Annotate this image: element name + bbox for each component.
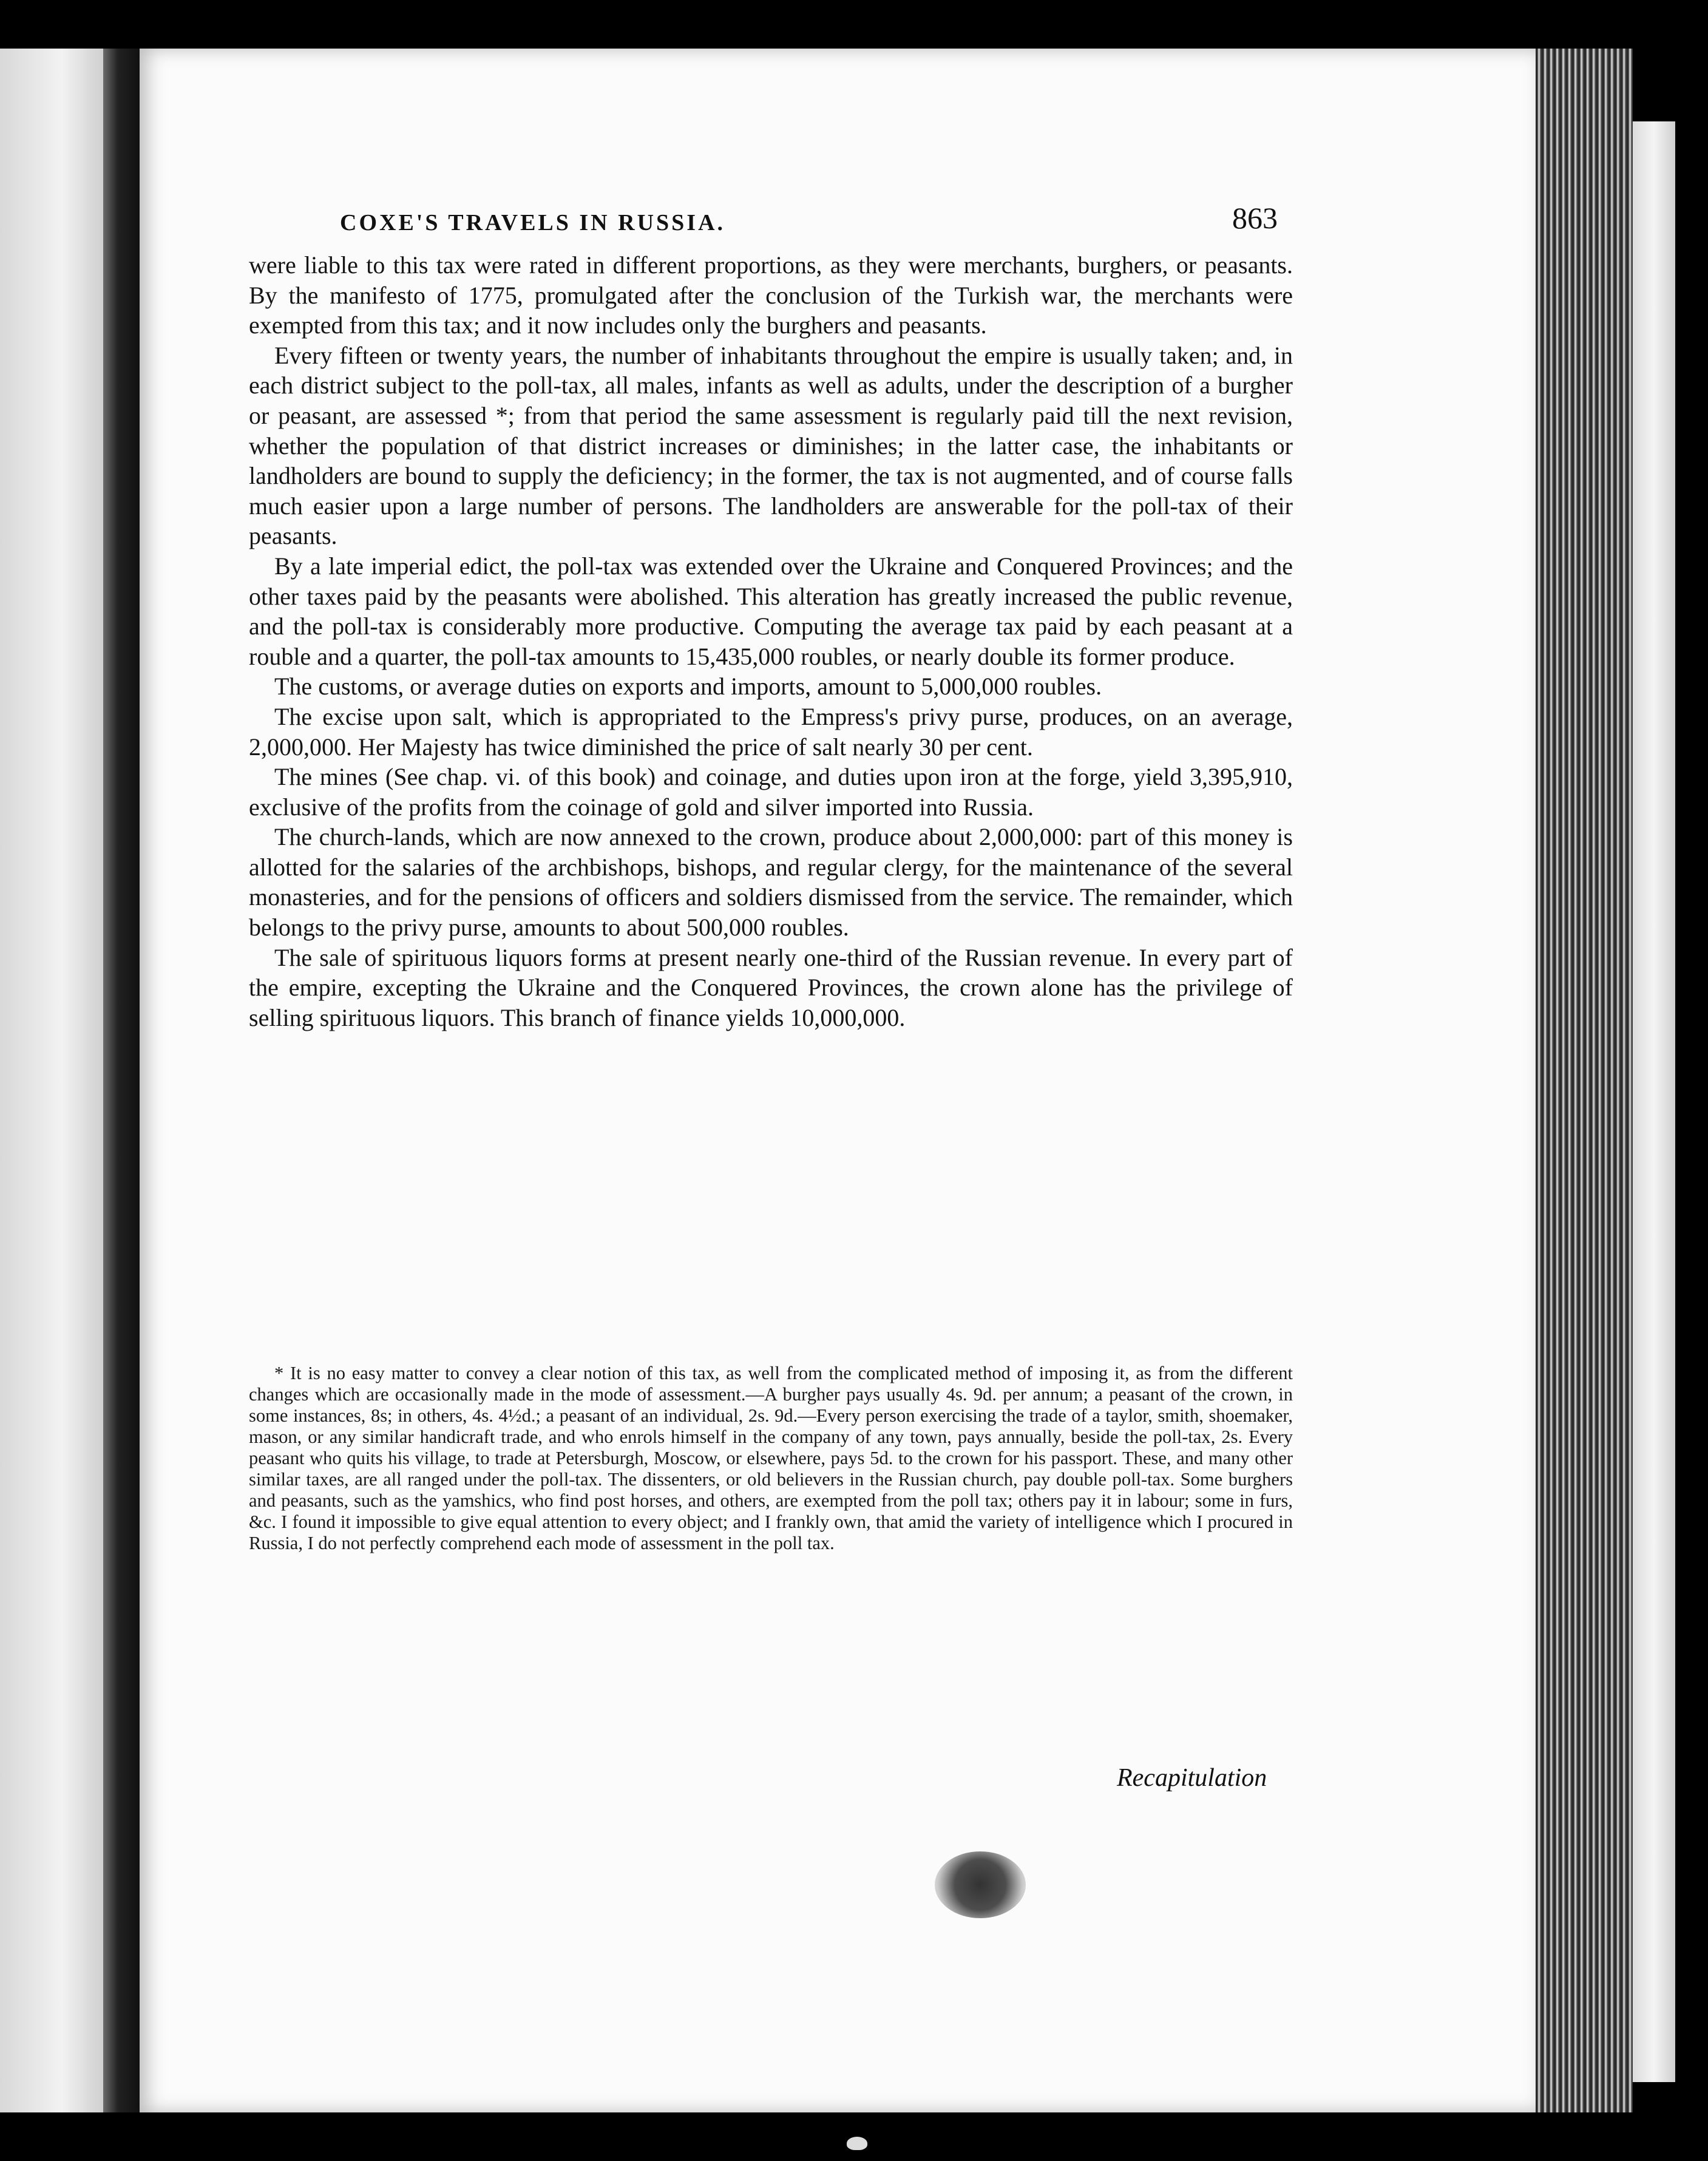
ink-stain <box>935 1851 1026 1918</box>
page-stack-outer-edge <box>1633 121 1675 2082</box>
footnote <box>249 1363 1293 1554</box>
paragraph-7: The church-lands, which are now annexed to the crown, produce about 2,000,000: part of this money is allotted for the salaries of the archbishops, bishops, and regular clergy, for the maintenance of the several monasteries, and for the pensions of officers and soldiers dismissed from the service. The remainder, which belongs to the privy purse, amounts to about 500,000 roubles. <box>249 823 1293 941</box>
scan-artifact <box>847 2137 867 2150</box>
main-text <box>249 250 1293 1033</box>
running-head: COXE'S TRAVELS IN RUSSIA. <box>340 210 726 236</box>
paragraph-3: By a late imperial edict, the poll-tax was extended over the Ukraine and Conquered Provinces; and the other taxes paid by the peasants were abolished. This alteration has greatly increased the public revenue, and the poll-tax is considerably more productive. Computing the average tax paid by each peasant at a rouble and a quarter, the poll-tax amounts to 15,435,000 roubles, or nearly double its former produce. <box>249 552 1293 670</box>
paragraph-4: The customs, or average duties on exports and imports, amount to 5,000,000 roubles. <box>274 673 1102 701</box>
facing-page-edge <box>0 49 103 2112</box>
paragraph-2: Every fifteen or twenty years, the number of inhabitants throughout the empire is usually taken; and, in each district subject to the poll-tax, all males, infants as well as adults, under the description of a burgher or peasant, are assessed *; from that period the same assessment is regularly paid till the next revision, whether the population of that district increases or diminishes; in the latter case, the inhabitants or landholders are bound to supply the deficiency; in the former, the tax is not augmented, and of course falls much easier upon a large number of persons. The landholders are answerable for the poll-tax of their peasants. <box>249 341 1293 550</box>
catchword: Recapitulation <box>1117 1764 1267 1792</box>
book-gutter <box>103 49 140 2112</box>
footnote-text: * It is no easy matter to convey a clear notion of this tax, as well from the complicated method of imposing it, as from the different changes which are occasionally made in the mode of assessment.—A burgher pays usually 4s. 9d. per annum; a peasant of the crown, in some instances, 8s; in others, 4s. 4½d.; a peasant of an individual, 2s. 9d.—Every person exercising the trade of a taylor, smith, shoemaker, mason, or any similar handicraft trade, and who enrols himself in the company of any town, pays annually, beside the poll-tax, 2s. Every peasant who quits his village, to trade at Petersburgh, Moscow, or elsewhere, pays 5d. to the crown for his passport. These, and many other similar taxes, are all ranged under the poll-tax. The dissenters, or old believers in the Russian church, pay double poll-tax. Some burghers and peasants, such as the yamshics, who find post horses, and others, are exempted from the poll tax; others pay it in labour; some in furs, &c. I found it impossible to give equal attention to every object; and I frankly own, that amid the variety of intelligence which I procured in Russia, I do not perfectly comprehend each mode of assessment in the poll tax. <box>249 1363 1293 1553</box>
page-stack-edges <box>1536 49 1633 2112</box>
paragraph-5: The excise upon salt, which is appropriated to the Empress's privy purse, produces, on an average, 2,000,000. Her Majesty has twice diminished the price of salt nearly 30 per cent. <box>249 702 1293 761</box>
paragraph-1: were liable to this tax were rated in different proportions, as they were merchants, burghers, or peasants. By the manifesto of 1775, promulgated after the conclusion of the Turkish war, the merchants were exempted from this tax; and it now includes only the burghers and peasants. <box>249 251 1293 339</box>
page-number: 863 <box>1232 201 1278 235</box>
paragraph-8: The sale of spirituous liquors forms at present nearly one-third of the Russian revenue. In every part of the empire, excepting the Ukraine and the Conquered Provinces, the crown alone has the privilege of selling spirituous liquors. This branch of finance yields 10,000,000. <box>249 943 1293 1031</box>
paragraph-6: The mines (See chap. vi. of this book) and coinage, and duties upon iron at the forge, yield 3,395,910, exclusive of the profits from the coinage of gold and silver imported into Russia. <box>249 763 1293 821</box>
